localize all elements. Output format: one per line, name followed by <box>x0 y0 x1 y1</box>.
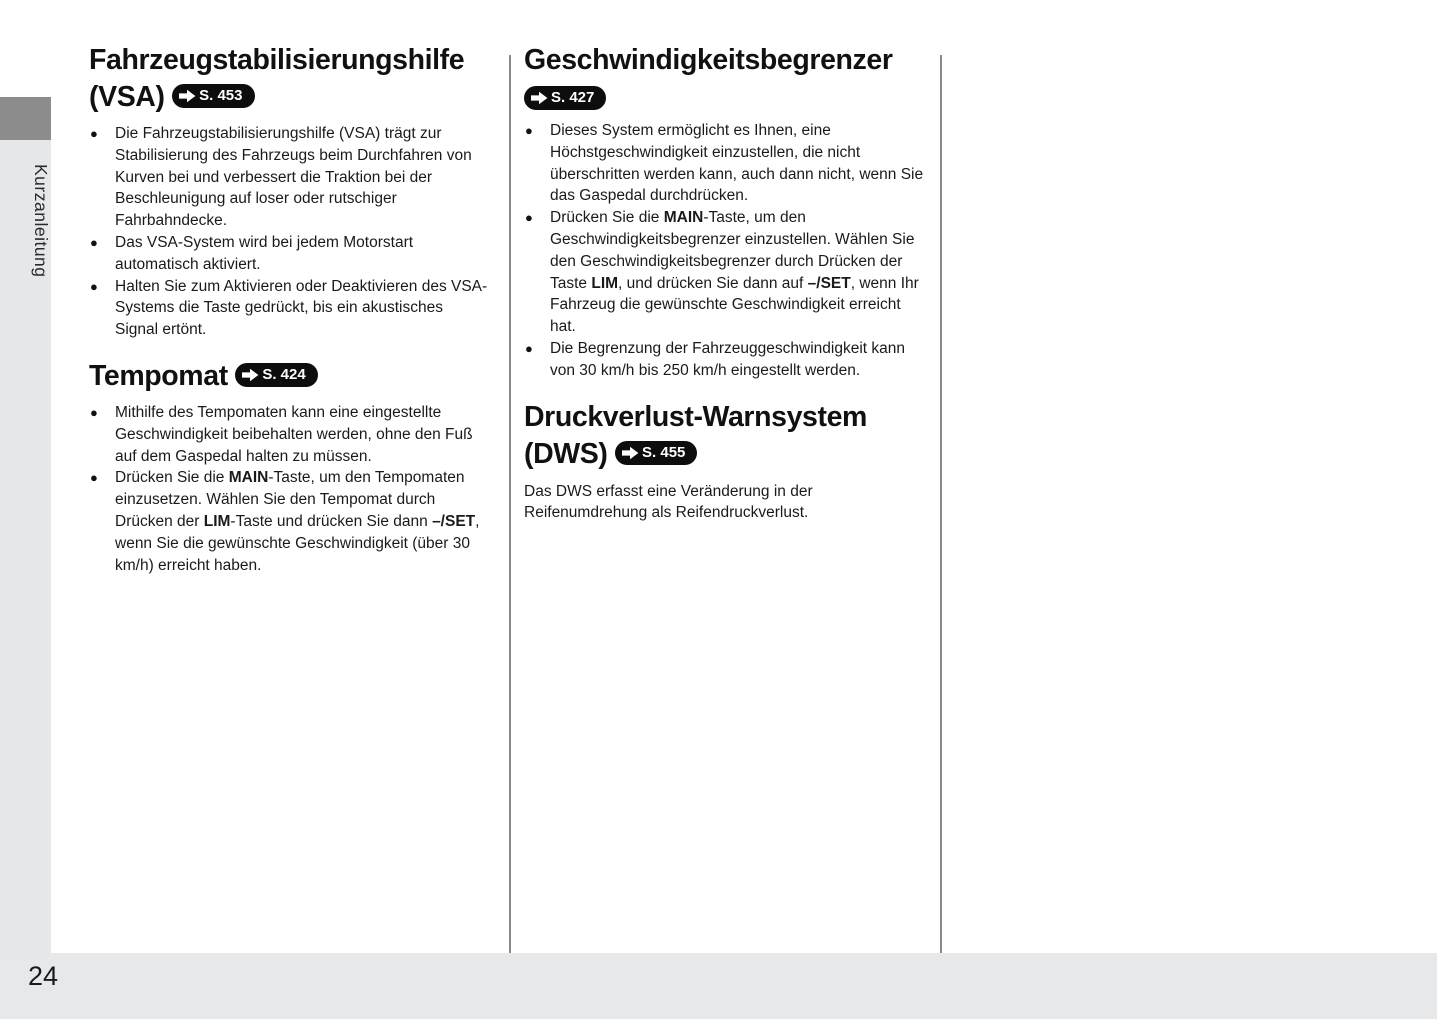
content-column-1 <box>89 42 489 576</box>
page-ref-badge[interactable] <box>524 86 606 110</box>
bullet-icon <box>90 467 98 489</box>
arrow-right-icon <box>531 91 548 105</box>
content-column-2 <box>524 42 924 524</box>
section-title-dws: Druckverlust-Warnsystem (DWS) S. 455 <box>524 400 867 470</box>
bullet-item: ● Drücken Sie die MAIN-Taste, um den Geschwindigkeitsbegrenzer einzustellen. Wählen Sie den Geschwindigkeitsbegrenzer durch Drücken der Taste LIM, und drücken Sie dann auf –/SET, wenn Ihr Fahrzeug die gewünschte Geschwindigkeit erreicht hat. <box>524 207 924 338</box>
page-ref-label: S. 453 <box>199 87 243 104</box>
page-ref-badge[interactable] <box>172 84 254 108</box>
page-ref-badge[interactable] <box>615 441 697 465</box>
section-title-vsa: Fahrzeugstabilisierungshilfe (VSA) S. 453 <box>89 44 465 113</box>
bullet-icon <box>90 276 98 298</box>
bullet-icon <box>525 207 533 229</box>
arrow-right-icon <box>622 446 639 460</box>
bullet-icon <box>525 338 533 360</box>
chapter-tab-label: Kurzanleitung <box>31 164 51 278</box>
column-divider-right <box>940 55 942 953</box>
chapter-tab <box>0 97 51 140</box>
page-ref-badge[interactable] <box>235 363 317 387</box>
bullet-item: ● Die Fahrzeugstabilisierungshilfe (VSA) trägt zur Stabilisierung des Fahrzeugs beim Durchfahren von Kurven bei und verbessert die Traktion bei der Beschleunigung auf loser oder rutschiger Fahrbahndecke. <box>89 123 489 232</box>
bullet-item: ● Das VSA-System wird bei jedem Motorstart automatisch aktiviert. <box>89 232 489 276</box>
page-ref-label: S. 455 <box>642 443 686 461</box>
bullet-item: ● Drücken Sie die MAIN-Taste, um den Tempomaten einzusetzen. Wählen Sie den Tempomat durch Drücken der LIM-Taste und drücken Sie dann –/SET, wenn Sie die gewünschte Geschwindigkeit (über 30 km/h) erreicht haben. <box>89 467 489 576</box>
arrow-right-icon <box>179 89 196 103</box>
page-footer <box>0 953 1437 1019</box>
bullet-list <box>524 120 924 382</box>
bullet-icon <box>90 123 98 145</box>
bullet-item: ● Mithilfe des Tempomaten kann eine eingestellte Geschwindigkeit beibehalten werden, ohne den Fuß auf dem Gaspedal halten zu müssen. <box>89 402 489 467</box>
bullet-item: ● Dieses System ermöglicht es Ihnen, eine Höchstgeschwindigkeit einzustellen, die nicht überschritten werden kann, auch dann nicht, wenn Sie das Gaspedal durchdrücken. <box>524 120 924 207</box>
bullet-list <box>89 402 489 576</box>
dws-description: Das DWS erfasst eine Veränderung in der Reifenumdrehung als Reifendruckverlust. <box>524 482 813 522</box>
bullet-item: ● Halten Sie zum Aktivieren oder Deaktivieren des VSA-Systems die Taste gedrückt, bis ein akustisches Signal ertönt. <box>89 276 489 341</box>
bullet-icon <box>525 120 533 142</box>
bullet-icon <box>90 402 98 424</box>
bullet-icon <box>90 232 98 254</box>
section-title-tempomat: Tempomat S. 424 <box>89 358 489 395</box>
bullet-item: ● Die Begrenzung der Fahrzeuggeschwindigkeit kann von 30 km/h bis 250 km/h eingestellt werden. <box>524 338 924 382</box>
page-ref-label: S. 424 <box>262 365 306 383</box>
bullet-list <box>89 123 489 341</box>
arrow-right-icon <box>242 368 259 382</box>
column-divider-left <box>509 55 511 953</box>
page-ref-row <box>524 86 924 113</box>
page-number: 24 <box>28 961 59 991</box>
section-title-geschwindigkeitsbegrenzer: Geschwindigkeitsbegrenzer <box>524 44 893 76</box>
page-ref-label: S. 427 <box>551 89 595 106</box>
